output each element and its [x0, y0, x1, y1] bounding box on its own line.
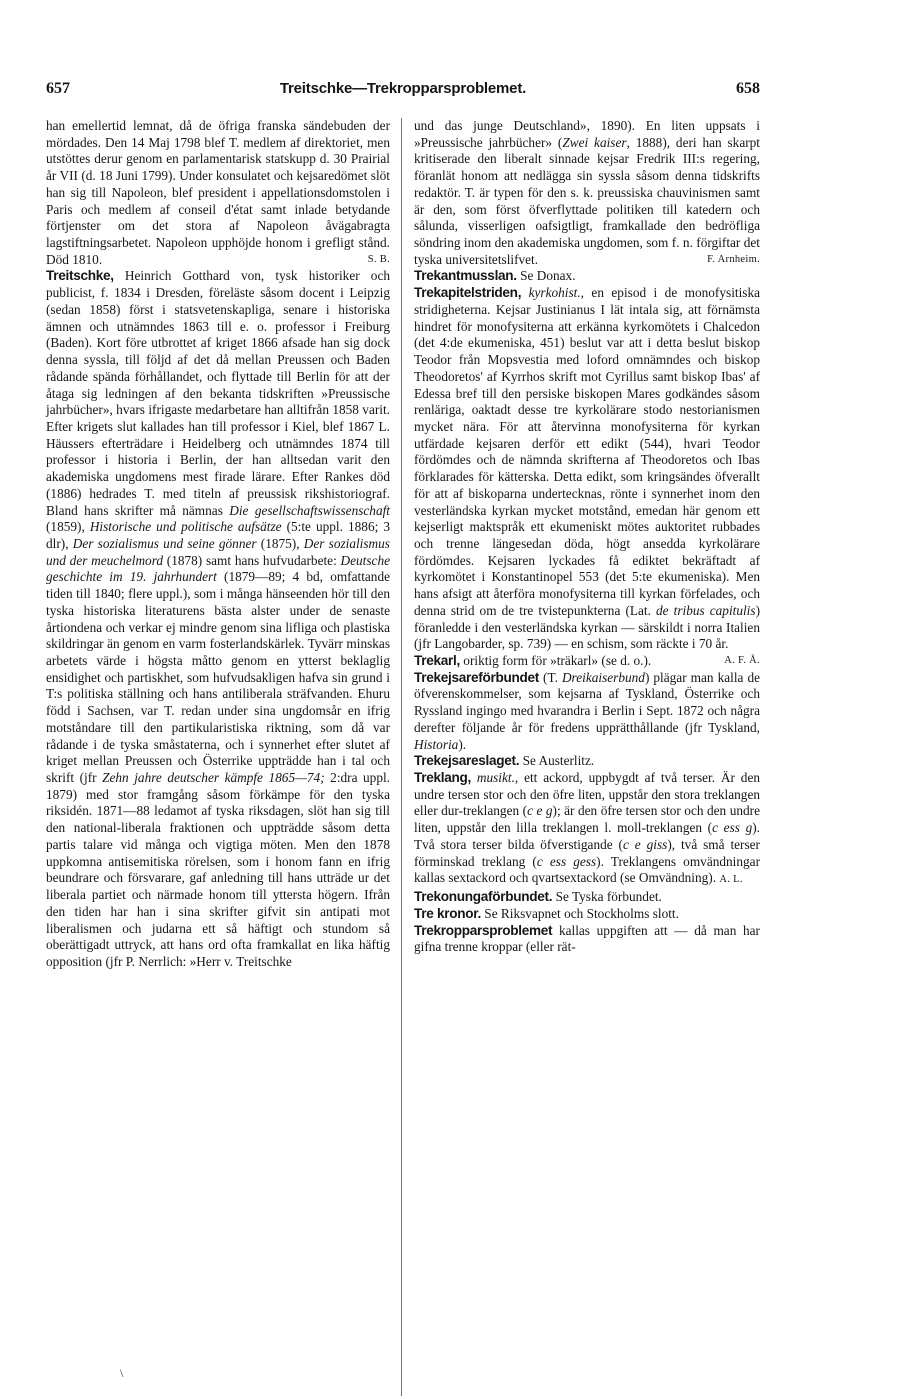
- subject-label: musikt.: [471, 770, 515, 786]
- book-title: Die gesellschaftswissenschaft: [229, 502, 390, 518]
- running-title: Treitschke—Trekropparsproblemet.: [279, 80, 527, 97]
- page-number-left: 657: [46, 80, 70, 97]
- book-title: Historische und politische aufsätze: [89, 519, 282, 535]
- book-title: Der sozialismus und der meuchelmord: [46, 535, 390, 568]
- entry-trekonungaforbundet: Trekonungaförbundet. Se Tyska förbundet.: [414, 889, 662, 905]
- chord-notes: c ess g: [712, 820, 753, 836]
- entry-trekantmusslan: Trekantmusslan. Se Donax.: [414, 268, 576, 284]
- author-signature: A. F. Å.: [724, 655, 760, 666]
- entry-trekropparsproblemet: Trekropparsproblemet kallas uppgiften att — då man har gifna trenne kroppar (eller rät-: [414, 922, 760, 955]
- book-title: Deutsche geschichte im 19. jahrhundert: [46, 552, 390, 585]
- entry-headword: Trekejsareförbundet: [414, 669, 539, 685]
- author-signature: F. Arnheim.: [707, 253, 760, 265]
- left-column: [46, 118, 390, 971]
- cross-reference: Historia: [414, 736, 459, 752]
- page-number-right: 658: [736, 80, 760, 97]
- entry-trekapitelstriden: Trekapitelstriden, kyrkohist., en episod i de monofysitiska stridigheterna. Kejsar Justinianus I lät intala sig, att förnämsta hindret för monofysiterna att erkänna kyrkomötets i Chalcedon (det 4:de ekumeniska, 451) beslut var att i detta beslut biskop Teodor från Mopsvestia med loford omnämndes och biskop Theodoretos' af Kyrrhos skrift mot Cyrillus samt biskop Ibas' af Edessa bref till den persiske biskopen Mares godkändes såsom renläriga, oaktadt desse tre kyrkolärare stodo nestorianismen mycket nära. För att återvinna monofysiterna för kyrkan utfärdade kejsaren derför ett edikt (544), hvari Teodor fördömdes och de nämnda skrifterna af Theodoretos och Ibas förklarades för kätterska. Detta edikt, som kringsändes öfverallt för att af biskoparna undertecknas, rönte i synnerhet inom den vesterländska kyrkan mycket motstånd, emedan här genom ett kejserligt maktspråk ett ekumeniskt mötes auktoritet rubbades och trenne längesedan döda, högt ansedda kyrkolärare fördömdes. Kejsaren lyckades få ediktet bekräftadt af kyrkomötet i Konstantinopel 553 (det 5:te ekumeniska). Men hans afsigt att återföra monofysiterna till kyrkan förfelades, och denna strid om de tre tvistepunkterna (Lat. de tribus capitulis) föranledde i den vesterländska kyrkan — särskildt i norra Italien (jfr Langobarder, sp. 739) — en schism, som räckte i 70 år. A. F. Å.: [414, 285, 760, 653]
- entry-headword: Trekapitelstriden,: [414, 285, 522, 301]
- entry-trekejsareslaget: Trekejsareslaget. Se Austerlitz.: [414, 753, 595, 769]
- article-continuation: han emellertid lemnat, då de öfriga franska sändebuden der mördades. Den 14 Maj 1798 blef T. medlem af direktoriet, men utstöttes derur genom en parlamentarisk statskupp d. 30 Prairial år VII (d. 18 Juni 1799). Under konsulatet och kejsaredömet slöt han sig till Napoleon, blef president i appellationsdomstolen i Paris och medlem af conseil d'état samt inlade betydande förtjenster om det stora af Napoleon åvägabragta lagstiftningsarbetet. Napoleon upphöjde honom i grefligt stånd. Död 1810. S. B.: [46, 118, 390, 267]
- entry-headword: Trekejsareslaget.: [414, 753, 520, 769]
- book-title: Der sozialismus und seine gönner: [72, 535, 257, 551]
- right-column: [414, 118, 760, 956]
- entry-headword: Treklang,: [414, 770, 471, 786]
- subject-label: kyrkohist.: [521, 285, 581, 301]
- entry-treitschke-continuation: und das junge Deutschland», 1890). En liten uppsats i »Preussische jahrbücher» (Zwei kaiser, 1888), deri han skarpt kritiserade den liberalt sinnade kejsar Fredrik III:s regering, föranlät honom att nedlägga sin syssla såsom denna tidskrifts redaktör. T. är typen för den s. k. preussiska chauvinismen samt är den, som först öfverflyttade politiken till katedern och sålunda, visserligen oafsigtligt, framkallade den bedröfliga söndring inom den akademiska ungdomen, som f. n. förgiftar det tyska universitetslifvet. F. Arnheim.: [414, 118, 760, 267]
- stray-print-mark: \: [120, 1366, 124, 1380]
- entry-tre-kronor: Tre kronor. Se Riksvapnet och Stockholms slott.: [414, 905, 679, 921]
- entry-headword: Trekarl,: [414, 653, 460, 668]
- book-title: Zehn jahre deutscher kämpfe 1865—74;: [102, 770, 325, 786]
- entry-headword: Trekantmusslan.: [414, 268, 517, 284]
- author-signature: S. B.: [367, 253, 390, 265]
- page-header: [46, 80, 760, 102]
- entry-trekejsareforbundet: Trekejsareförbundet (T. Dreikaiserbund) plägar man kalla de öfverenskommelser, som kejsarna af Tyskland, Österrike och Ryssland ingingo med hvarandra i Berlin i Sept. 1872 och några derefter följande år för fredens upprätthållande (jfr Tyskland, Historia).: [414, 669, 760, 752]
- column-divider: [401, 118, 402, 1396]
- entry-trekarl: Trekarl, oriktig form för »träkarl» (se d. o.).: [414, 653, 652, 668]
- chord-notes: c e g: [527, 803, 553, 819]
- author-signature: A. L.: [719, 874, 743, 886]
- book-title: Zwei kaiser: [562, 134, 627, 150]
- chord-notes: c e giss: [622, 836, 668, 852]
- entry-headword: Tre kronor.: [414, 905, 481, 921]
- latin-phrase: de tribus capitulis: [656, 602, 756, 618]
- entry-headword: Trekropparsproblemet: [414, 922, 553, 938]
- entry-headword: Treitschke,: [46, 268, 114, 284]
- german-term: Dreikaiserbund: [561, 669, 645, 685]
- chord-notes: c ess gess: [536, 853, 597, 869]
- entry-treklang: Treklang, musikt., ett ackord, uppbygdt af två terser. Är den undre tersen stor och den öfre liten, uppstår den stora treklangen eller dur-treklangen (c e g); är den öfre tersen stor och den undre liten, uppstår den lilla treklangen l. moll-treklangen (c ess g). Två stora terser bilda öfverstigande (c e giss), två små terser förminskad treklang (c ess gess). Treklangens omvändningar kallas sextackord och qvartsextackord (se Omvändning). A. L.: [414, 770, 761, 886]
- entry-treitschke: Treitschke, Heinrich Gotthard von, tysk historiker och publicist, f. 1834 i Dresden, föreläste såsom docent i Leipzig (sedan 1858) först i statsvetenskapliga, senare i historiska ämnen och utnämndes 1863 till e. o. professor i Freiburg (Baden). Kort före utbrottet af kriget 1866 afsade han sig dock denna syssla, till följd af det då mellan Preussen och Baden rådande spända förhållandet, och flyttade till Berlin för att der åtaga sig ledningen af den bekanta tidskriften »Preussische jahrbücher», hvars ifrigaste medarbetare han alltifrån 1858 varit. Efter krigets slut kallades han till professor i Kiel, blef 1867 L. Häussers efterträdare i Heidelberg och utnämndes 1874 till professor i historia i Berlin, der han alltsedan varit den akademiska ungdomens mest firade lärare. Efter Rankes död (1886) hedrades T. med titeln af preussisk rikshistoriograf. Bland hans skrifter må nämnas Die gesellschaftswissenschaft (1859), Historische und politische aufsätze (5:te uppl. 1886; 3 dlr), Der sozialismus und seine gönner (1875), Der sozialismus und der meuchelmord (1878) samt hans hufvudarbete: Deutsche geschichte im 19. jahrhundert (1879—89; 4 bd, omfattande tiden till 1840; flere uppl.), som i många hänseenden hör till den tyska historiska literaturens bästa alster under de senaste årtiondena och verkar ej mindre genom sina lifliga och plastiska skildringar än genom en varm fosterlandskärlek. Tyvärr minskas arbetets värde i högsta måtto genom en ytterst beklaglig ensidighet och partiskhet, som hufvudsakligen hafva sin grund i T:s politiska ställning och hans antiliberala sträfvanden. Ehuru född i Sachsen, var T. redan under sina ungdomsår en ifrig motståndare till den partikularistiska riktning, som då var rådande i de tyska småstaterna, och i synnerhet efter slutet af kriget mellan Preussen och Österrike uppträdde han i tal och skrift (jfr Zehn jahre deutscher kämpfe 1865—74; 2:dra uppl. 1879) med stor framgång såsom förkämpe för den tyska riksidén. 1871—88 ledamot af tyska riksdagen, slöt han sig till den national-liberala fraktionen och uppträdde såsom detta partis talare vid många och vigtiga möten. Men den 1878 uppkomna antisemitiska rörelsen, som i honom fann en ifrig beundrare och försvarare, gaf anledning till hans utträde ur det liberala partiet och närmade honom till yttersta högern. Ifrån den tiden har han i sina skrifter gifvit sin antipati mot liberalismen och judarna ett så häftigt och stundom så oberättigadt uttryck, att hans ord ofta framkallat en lika häftig opposition (jfr P. Nerrlich: »Herr v. Treitschke: [46, 268, 390, 969]
- entry-headword: Trekonungaförbundet.: [414, 889, 553, 905]
